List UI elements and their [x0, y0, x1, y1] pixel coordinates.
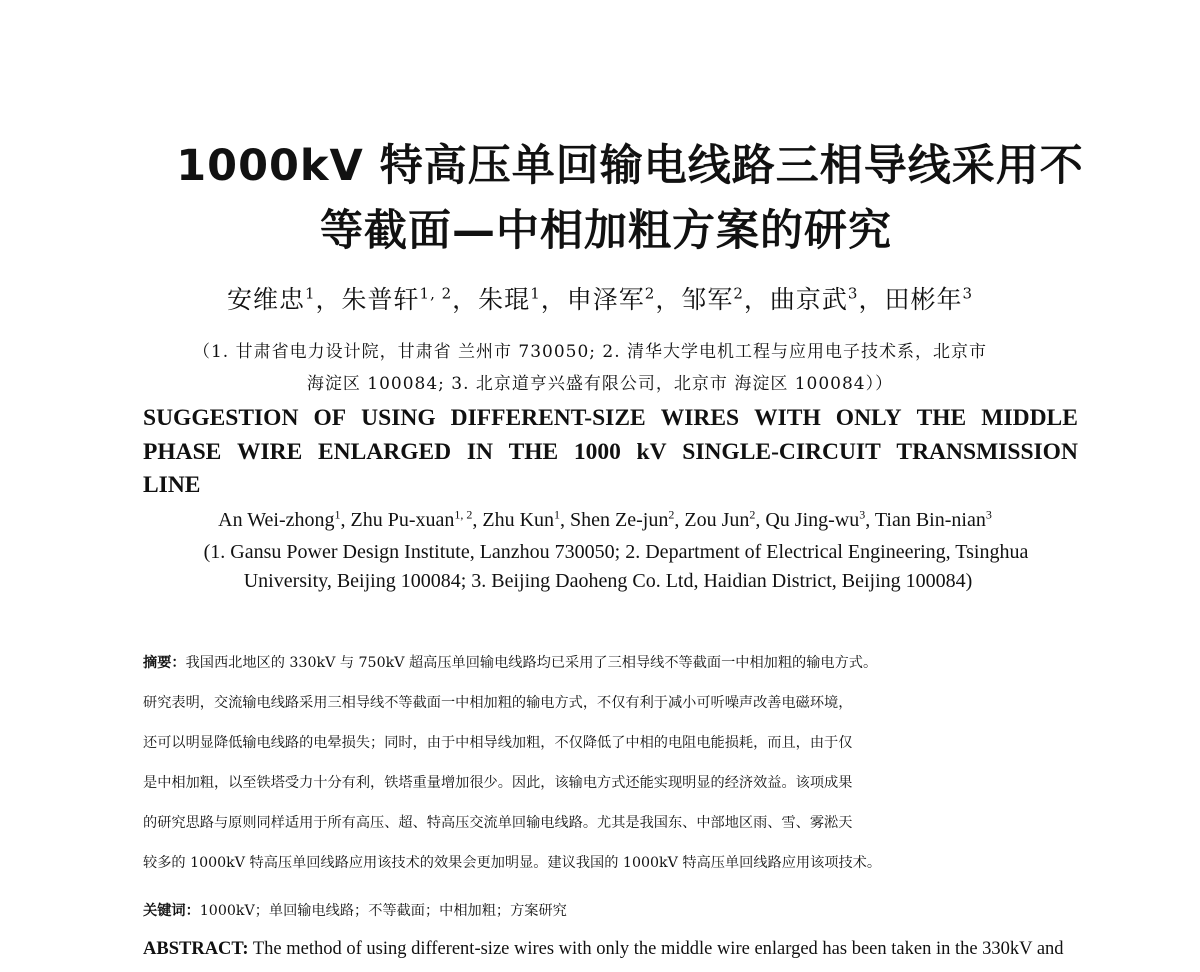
title-word: WITH — [754, 405, 821, 431]
abstract-line — [143, 683, 1073, 723]
title-word: PHASE — [143, 439, 222, 465]
author-separator: , — [755, 509, 766, 531]
title-word: MIDDLE — [981, 405, 1078, 431]
title-word: TRANSMISSION — [896, 439, 1078, 465]
author-separator: , — [472, 509, 483, 531]
chinese-title-line-1: 1000kV 特高压单回输电线路三相导线采用不 — [176, 141, 1084, 191]
title-word: SUGGESTION — [143, 405, 299, 431]
abstract-line — [143, 723, 1073, 763]
abstract-line — [143, 763, 1073, 803]
title-word: THE — [916, 405, 967, 431]
english-title-line-3: LINE — [143, 472, 201, 498]
author-separator: ， — [858, 285, 885, 314]
author-affiliation-mark: 1 — [334, 507, 341, 522]
chinese-keywords — [143, 893, 567, 929]
author-separator: ， — [540, 285, 567, 314]
keywords-label: 关键词： — [143, 903, 200, 919]
english-abstract-label: ABSTRACT: — [143, 939, 249, 959]
author-name: Zhu Kun — [482, 509, 555, 531]
author-name: Zhu Pu-xuan — [350, 509, 455, 531]
abstract-line-text: 我国西北地区的 330kV 与 750kV 超高压单回输电线路均已采用了三相导线不等截面一中相加粗的输电方式。 — [185, 655, 878, 671]
author-affiliation-mark: 1 — [530, 284, 541, 303]
title-word: USING — [361, 405, 436, 431]
chinese-title-line-2: 等截面—中相加粗方案的研究 — [320, 206, 892, 256]
author-name: 曲京武 — [769, 285, 848, 314]
chinese-affiliation-line-2: 海淀区 100084; 3. 北京道亨兴盛有限公司，北京市 海淀区 100084）） — [306, 374, 894, 394]
author-separator: , — [865, 509, 875, 531]
author-affiliation-mark: 2 — [733, 284, 744, 303]
abstract-line-text: 的研究思路与原则同样适用于所有高压、超、特高压交流单回输电线路。尤其是我国东、中部地区雨、雪、雾淞天 — [143, 815, 853, 831]
author-name: 朱普轩 — [341, 285, 420, 314]
author-name: Qu Jing-wu — [765, 509, 860, 531]
author-affiliation-mark: 2 — [644, 284, 656, 303]
english-affiliation-line-1: (1. Gansu Power Design Institute, Lanzhou 730050; 2. Department of Electrical Engineering, Tsinghua — [203, 541, 1029, 563]
author-name: An Wei-zhong — [218, 509, 335, 531]
abstract-line-text: 是中相加粗，以至铁塔受力十分有利，铁塔重量增加很少。因此，该输电方式还能实现明显的经济效益。该项成果 — [143, 775, 853, 791]
author-affiliation-mark: 3 — [859, 507, 866, 522]
author-affiliation-mark: 1 — [554, 507, 561, 522]
author-separator: ， — [743, 285, 770, 314]
author-affiliation-mark: 3 — [985, 507, 992, 522]
author-name: Zou Jun — [684, 509, 750, 531]
english-affiliation-line-2: University, Beijing 100084; 3. Beijing Daoheng Co. Ltd, Haidian District, Beijing 100084) — [243, 570, 973, 592]
title-word: 1000 — [573, 439, 621, 465]
author-separator: ， — [452, 285, 479, 314]
abstract-line-text: 较多的 1000kV 特高压单回线路应用该技术的效果会更加明显。建议我国的 1000kV 特高压单回线路应用该项技术。 — [143, 855, 882, 871]
author-affiliation-mark: 1, 2 — [419, 284, 453, 303]
english-abstract-text: The method of using different-size wires with only the middle wire enlarged has been taken in the 330kV and — [248, 939, 1064, 959]
author-affiliation-mark: 3 — [962, 284, 974, 303]
author-name: 安维忠 — [226, 285, 305, 314]
author-affiliation-mark: 1 — [304, 284, 316, 303]
title-word: ENLARGED — [317, 439, 452, 465]
abstract-line — [143, 643, 1073, 683]
abstract-label: 摘要： — [143, 655, 186, 671]
title-word: THE — [508, 439, 559, 465]
abstract-line-text: 还可以明显降低输电线路的电晕损失；同时，由于中相导线加粗，不仅降低了中相的电阻电能损耗，而且，由于仅 — [143, 735, 853, 751]
author-name: 邹军 — [681, 285, 734, 314]
author-affiliation-mark: 1, 2 — [454, 507, 473, 522]
english-author-list — [0, 504, 1200, 536]
author-name: 申泽军 — [566, 285, 645, 314]
english-title-line-1 — [143, 401, 1078, 435]
author-separator: , — [674, 509, 685, 531]
chinese-abstract — [143, 643, 1073, 883]
author-affiliation-mark: 3 — [847, 284, 859, 303]
author-name: Tian Bin-nian — [874, 509, 986, 531]
author-separator: ， — [655, 285, 682, 314]
title-word: DIFFERENT-SIZE — [450, 405, 646, 431]
english-title-line-2 — [143, 435, 1078, 469]
author-name: 朱琨 — [478, 285, 531, 314]
keywords-text: 1000kV；单回输电线路；不等截面；中相加粗；方案研究 — [199, 903, 567, 919]
author-separator: , — [560, 509, 571, 531]
author-affiliation-mark: 2 — [749, 507, 756, 522]
abstract-line-text: 研究表明，交流输电线路采用三相导线不等截面一中相加粗的输电方式，不仅有利于减小可听噪声改善电磁环境， — [143, 695, 853, 711]
author-separator: ， — [315, 285, 342, 314]
abstract-line — [143, 843, 1073, 883]
author-name: 田彬年 — [884, 285, 963, 314]
title-word: ONLY — [835, 405, 902, 431]
title-word: kV — [636, 439, 667, 465]
abstract-line — [143, 803, 1073, 843]
chinese-affiliation-line-1: （1. 甘肃省电力设计院，甘肃省 兰州市 730050; 2. 清华大学电机工程与应用电子技术系，北京市 — [192, 342, 988, 362]
chinese-author-list — [0, 283, 1200, 317]
title-word: WIRE — [237, 439, 303, 465]
author-affiliation-mark: 2 — [668, 507, 675, 522]
title-word: IN — [466, 439, 493, 465]
author-separator: , — [340, 509, 351, 531]
title-word: WIRES — [660, 405, 740, 431]
author-name: Shen Ze-jun — [570, 509, 669, 531]
english-abstract — [143, 934, 1073, 964]
title-word: OF — [313, 405, 347, 431]
title-word: SINGLE-CIRCUIT — [682, 439, 881, 465]
